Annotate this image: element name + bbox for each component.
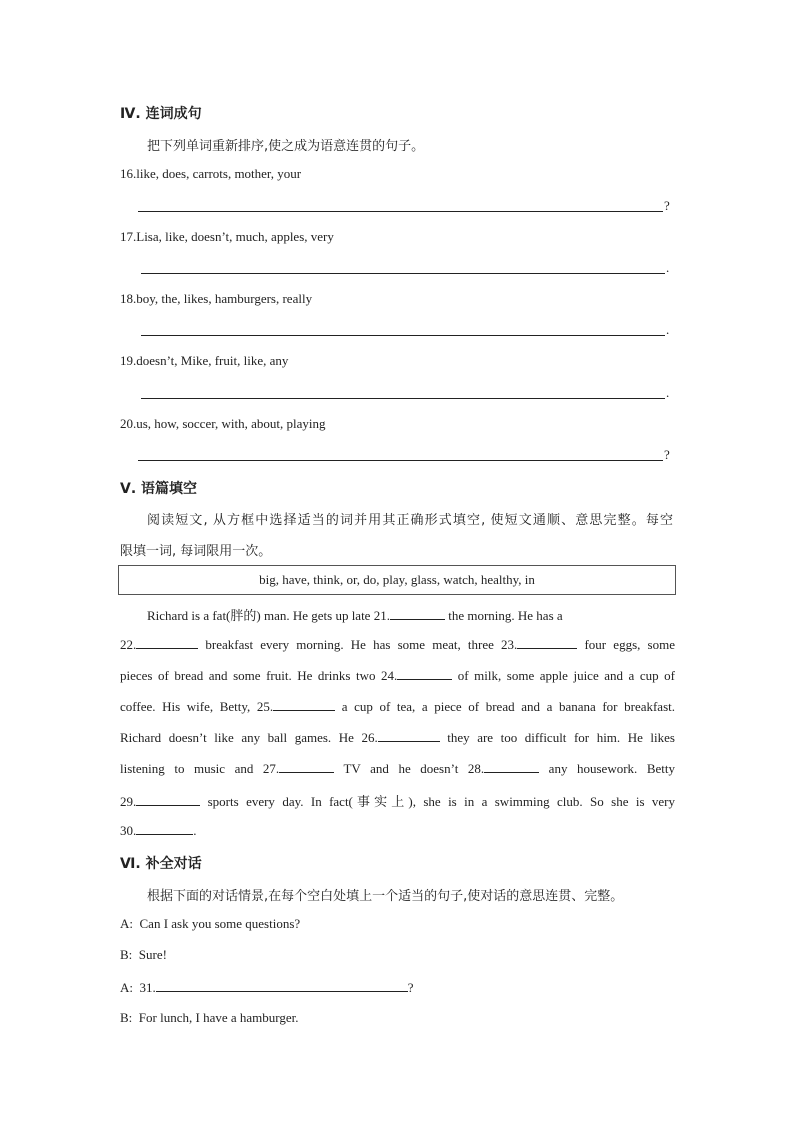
passage-line-6 [120,760,675,777]
section-5-instruction-line-1: 阅读短文, 从方框中选择适当的词并用其正确形式填空, 使短文通顺、意思完整。每空 [147,513,673,528]
dialogue-line-4 [120,1010,299,1026]
blank-21[interactable] [390,607,445,620]
question-19-answer-line[interactable] [141,398,665,399]
passage-text: listening to music and 27. [120,761,280,776]
word-bank-box [118,565,676,595]
question-18-prompt: 18.boy, the, likes, hamburgers, really [120,291,313,306]
passage-line-3 [120,667,675,684]
dialogue-line-2 [120,947,167,963]
question-18-answer-line[interactable] [141,335,665,336]
passage-text: 29. [120,794,137,809]
section-6-title: Ⅵ. 补全对话 [120,856,202,872]
blank-26[interactable] [378,729,440,742]
section-4-title: Ⅳ. 连词成句 [120,106,202,122]
question-20-end-mark: ? [664,447,670,462]
passage-line-4 [120,698,675,715]
question-17-prompt: 17.Lisa, like, doesn’t, much, apples, very [120,229,334,244]
word-bank-text: big, have, think, or, do, play, glass, watch, healthy, in [259,572,535,587]
passage-text: a cup of tea, a piece of bread and a banana for breakfast. [335,699,675,714]
section-4-instruction: 把下列单词重新排序,使之成为语意连贯的句子。 [147,139,425,154]
question-17-answer-line[interactable] [141,273,665,274]
passage-text: sports every day. In fact(事实上), she is in a swimming club. So she is very [200,794,675,809]
passage-text: 22. [120,637,137,652]
section-5-title: Ⅴ. 语篇填空 [120,481,198,497]
passage-line-8 [120,822,197,839]
speaker-label: A: [120,916,133,931]
speaker-label: B: [120,1010,133,1025]
blank-30[interactable] [136,822,193,835]
passage-line-2 [120,636,675,653]
passage-text: 30. [120,823,137,838]
question-19-end-mark: . [666,385,670,400]
dialogue-text: For lunch, I have a hamburger. [138,1010,299,1025]
question-16-prompt: 16.like, does, carrots, mother, your [120,166,302,181]
dialogue-line-3 [120,979,414,996]
blank-22[interactable] [136,636,198,649]
passage-text: four eggs, some [577,637,675,652]
blank-27[interactable] [279,760,334,773]
blank-31[interactable] [156,979,408,992]
passage-text: they are too difficult for him. He likes [439,730,675,745]
passage-text: Richard doesn’t like any ball games. He 26. [120,730,378,745]
passage-text: the morning. He has a [444,608,563,623]
dialogue-text: 31. [139,980,156,995]
passage-line-5 [120,729,675,746]
question-16-end-mark: ? [664,198,670,213]
question-17-end-mark: . [666,260,670,275]
dialogue-line-1 [120,916,300,932]
end-mark: ? [407,980,414,995]
passage-line-7 [120,791,675,810]
speaker-label: B: [120,947,133,962]
question-19-prompt: 19.doesn’t, Mike, fruit, like, any [120,353,289,368]
passage-text: pieces of bread and some fruit. He drinks two 24. [120,668,398,683]
passage-text: coffee. His wife, Betty, 25. [120,699,274,714]
passage-text: of milk, some apple juice and a cup of [452,668,675,683]
blank-25[interactable] [273,698,335,711]
blank-29[interactable] [136,793,200,806]
passage-text: TV and he doesn’t 28. [334,761,485,776]
question-20-prompt: 20.us, how, soccer, with, about, playing [120,416,326,431]
passage-text: any housework. Betty [539,761,676,776]
dialogue-text: Can I ask you some questions? [139,916,301,931]
blank-24[interactable] [397,667,452,680]
passage-line-1 [147,605,563,624]
dialogue-text: Sure! [138,947,167,962]
section-6-instruction: 根据下面的对话情景,在每个空白处填上一个适当的句子,使对话的意思连贯、完整。 [147,889,624,904]
question-16-answer-line[interactable] [138,211,663,212]
speaker-label: A: [120,980,133,995]
passage-text: . [193,823,197,838]
question-18-end-mark: . [666,322,670,337]
passage-text: Richard is a fat(胖的) man. He gets up late 21. [147,608,390,623]
question-20-answer-line[interactable] [138,460,663,461]
section-5-instruction-line-2: 限填一词, 每词限用一次。 [120,544,272,559]
blank-28[interactable] [484,760,539,773]
blank-23[interactable] [517,636,577,649]
passage-text: breakfast every morning. He has some meat, three 23. [198,637,518,652]
